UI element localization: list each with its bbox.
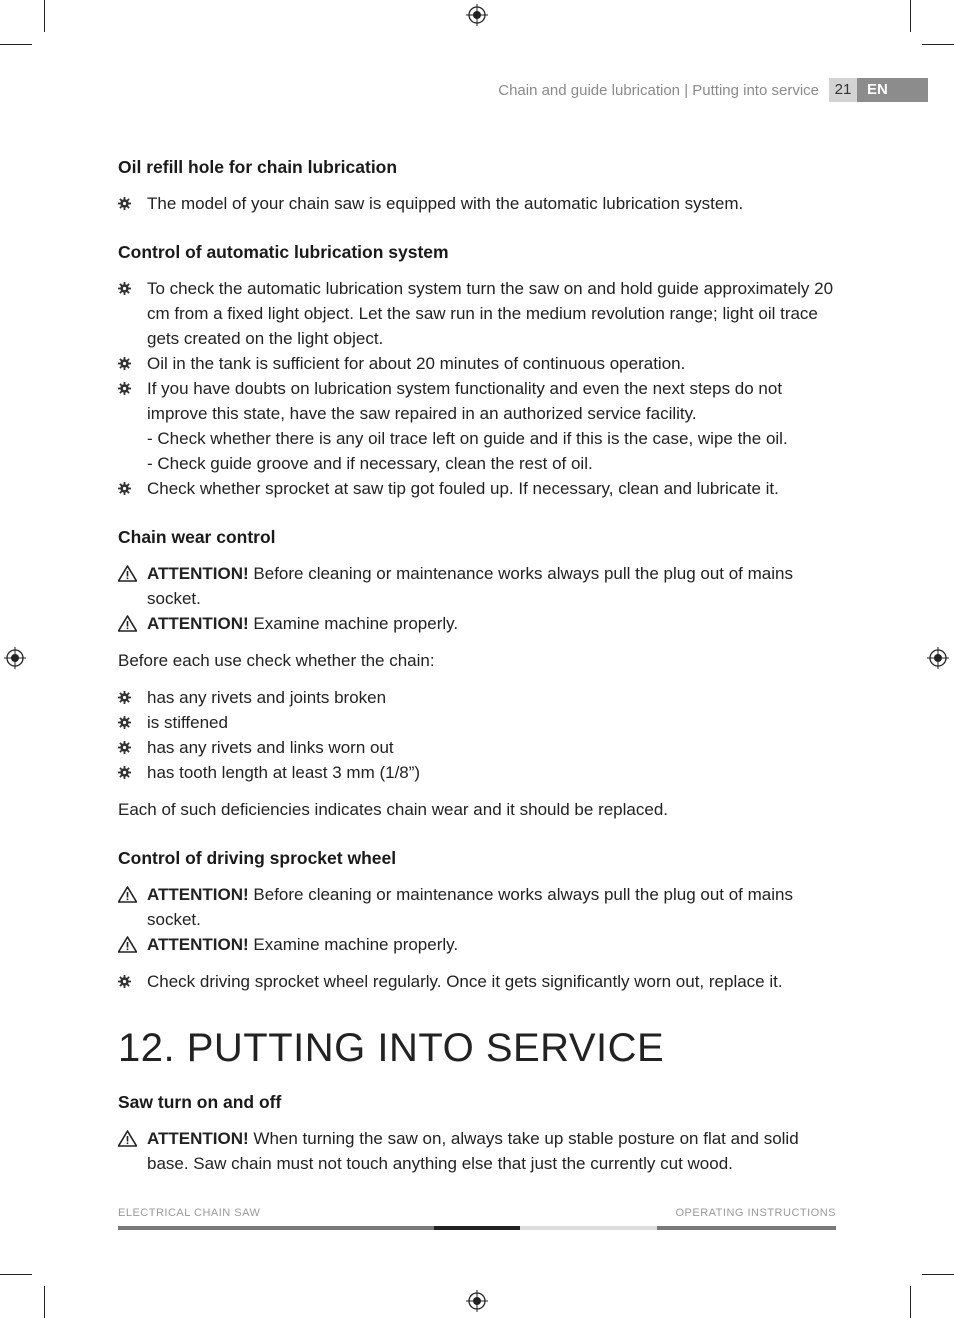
gear-bullet-icon [118,766,131,779]
crop-mark [922,1274,954,1275]
registration-mark-icon [466,4,488,26]
crop-mark [910,0,911,32]
warning-triangle-icon [118,886,137,903]
list-item: Check driving sprocket wheel regularly. Once it gets significantly worn out, replace it. [118,969,836,994]
warning-item: ATTENTION! Examine machine properly. [118,932,836,957]
page-content [118,155,836,1176]
chapter-title: 12. PUTTING INTO SERVICE [118,1026,665,1070]
page-number: 21 [829,78,857,102]
warning-item: ATTENTION! Examine machine properly. [118,611,836,636]
crop-mark [910,1286,911,1318]
sub-step: - Check whether there is any oil trace left on guide and if this is the case, wipe the oil. [147,429,788,448]
list-item: has any rivets and joints broken [118,685,836,710]
list-item: Check whether sprocket at saw tip got fouled up. If necessary, clean and lubricate it. [118,476,836,501]
footer-bar [657,1226,836,1230]
footer-bar [118,1226,434,1230]
section-heading-oil-refill: Oil refill hole for chain lubrication [118,157,398,177]
warning-triangle-icon [118,1130,137,1147]
warning-triangle-icon [118,565,137,582]
paragraph: Before each use check whether the chain: [118,651,435,670]
gear-bullet-icon [118,482,131,495]
running-header: Chain and guide lubrication | Putting into service [498,82,819,99]
section-heading-turn-on-off: Saw turn on and off [118,1092,282,1112]
footer-product: ELECTRICAL CHAIN SAW [118,1207,261,1219]
paragraph: Each of such deficiencies indicates chain wear and it should be replaced. [118,800,669,819]
crop-mark [0,1274,32,1275]
gear-bullet-icon [118,357,131,370]
gear-bullet-icon [118,716,131,729]
gear-bullet-icon [118,197,131,210]
footer-bar [520,1226,657,1230]
section-heading-chain-wear: Chain wear control [118,527,276,547]
warning-item: ATTENTION! When turning the saw on, always take up stable posture on flat and solid base. Saw chain must not touch anything else that just the currently cut wood. [118,1126,836,1176]
warning-triangle-icon [118,615,137,632]
registration-mark-icon [4,647,26,669]
list-item: Oil in the tank is sufficient for about 20 minutes of continuous operation. [118,351,836,376]
footer-bar [434,1226,520,1230]
warning-item: ATTENTION! Before cleaning or maintenance works always pull the plug out of mains socket. [118,882,836,932]
warning-item: ATTENTION! Before cleaning or maintenance works always pull the plug out of mains socket. [118,561,836,611]
gear-bullet-icon [118,691,131,704]
section-heading-auto-lubrication: Control of automatic lubrication system [118,242,449,262]
list-item: To check the automatic lubrication system turn the saw on and hold guide approximately 20 cm from a fixed light object. Let the saw run in the medium revolution range; light oil trace gets created on the light object. [118,276,836,351]
warning-triangle-icon [118,936,137,953]
section-heading-sprocket: Control of driving sprocket wheel [118,848,397,868]
list-item: is stiffened [118,710,836,735]
crop-mark [922,44,954,45]
crop-mark [0,44,32,45]
footer-doc-type: OPERATING INSTRUCTIONS [675,1207,836,1219]
gear-bullet-icon [118,741,131,754]
list-item: has any rivets and links worn out [118,735,836,760]
list-item: has tooth length at least 3 mm (1/8”) [118,760,836,785]
registration-mark-icon [927,647,949,669]
list-item: If you have doubts on lubrication system functionality and even the next steps do not improve this state, have the saw repaired in an authorized service facility. - Check whether there is any oil trace left on guide and if this is the case, wipe the oil. - Check guide groove and if necessary, clean the rest of oil. [118,376,836,476]
gear-bullet-icon [118,382,131,395]
language-badge: EN [857,78,928,102]
gear-bullet-icon [118,975,131,988]
registration-mark-icon [466,1290,488,1312]
list-item: The model of your chain saw is equipped with the automatic lubrication system. [118,191,836,216]
crop-mark [44,1286,45,1318]
crop-mark [44,0,45,32]
sub-step: - Check guide groove and if necessary, clean the rest of oil. [147,454,593,473]
gear-bullet-icon [118,282,131,295]
